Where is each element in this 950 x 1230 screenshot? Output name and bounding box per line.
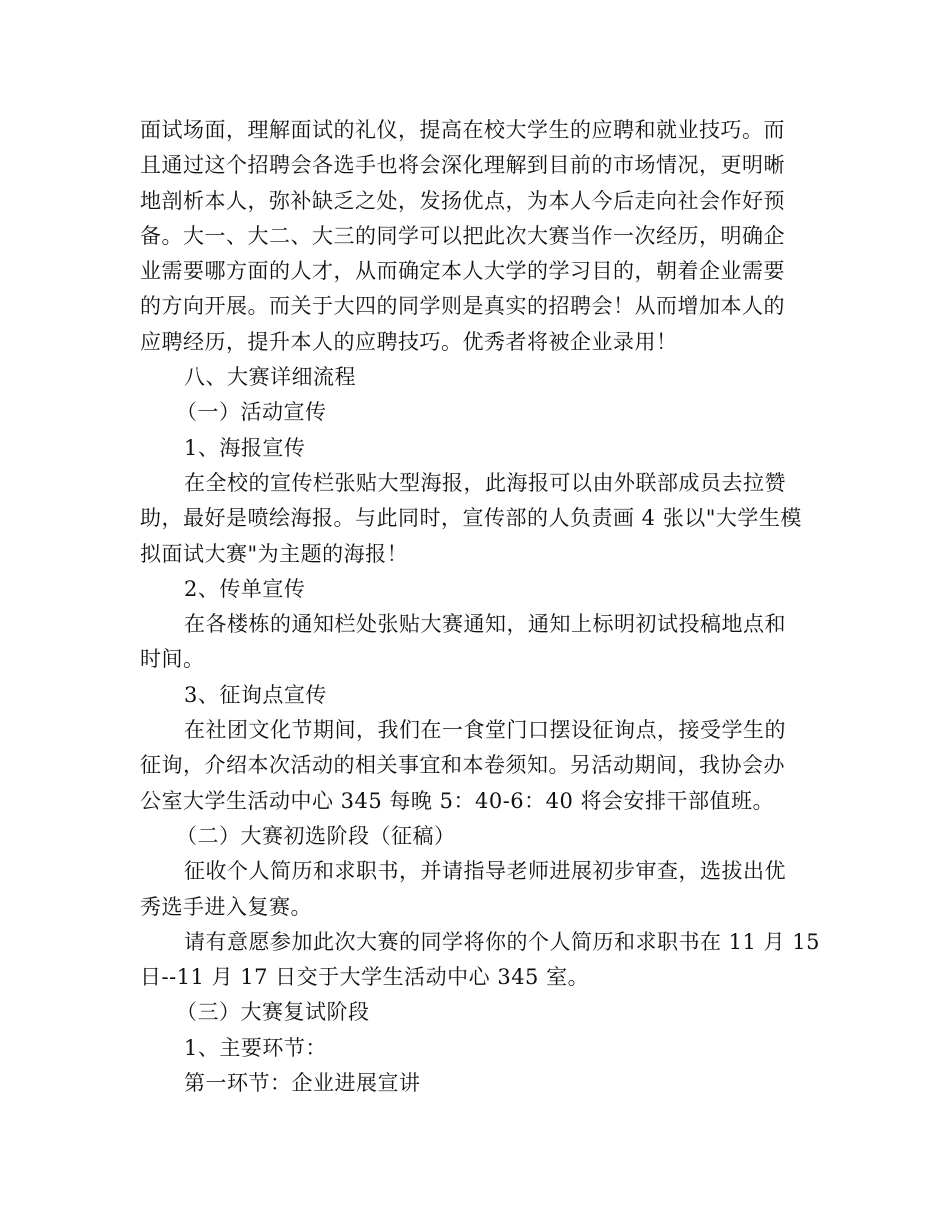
paragraph-line: 的方向开展。而关于大四的同学则是真实的招聘会！从而增加本人的 <box>140 294 785 319</box>
item-heading: 3、征询点宣传 <box>184 682 327 707</box>
paragraph-line: 应聘经历，提升本人的应聘技巧。优秀者将被企业录用！ <box>140 329 678 354</box>
paragraph-line: 业需要哪方面的人才，从而确定本人大学的学习目的，朝着企业需要 <box>140 259 785 284</box>
paragraph-line: 助，最好是喷绘海报。与此同时，宣传部的人负责画 4 张以"大学生模 <box>140 506 802 531</box>
paragraph-line: 且通过这个招聘会各选手也将会深化理解到目前的市场情况，更明晰 <box>140 153 785 178</box>
section-heading: 八、大赛详细流程 <box>184 365 356 390</box>
paragraph-line: 第一环节：企业进展宣讲 <box>184 1071 421 1096</box>
subsection-heading: （二）大赛初选阶段（征稿） <box>176 823 456 848</box>
paragraph-line: 面试场面，理解面试的礼仪，提高在校大学生的应聘和就业技巧。而 <box>140 118 785 142</box>
paragraph-line: 征询，介绍本次活动的相关事宜和本卷须知。另活动期间，我协会办 <box>140 753 785 778</box>
paragraph-line: 在全校的宣传栏张贴大型海报，此海报可以由外联部成员去拉赞 <box>184 470 786 495</box>
paragraph-line: 备。大一、大二、大三的同学可以把此次大赛当作一次经历，明确企 <box>140 223 785 248</box>
document-body <box>140 113 820 1101</box>
paragraph-line: 请有意愿参加此次大赛的同学将你的个人简历和求职书在 11 月 15 <box>184 929 820 954</box>
paragraph-line: 日--11 月 17 日交于大学生活动中心 345 室。 <box>140 965 590 990</box>
item-heading: 1、海报宣传 <box>184 435 306 460</box>
subsection-heading: （三）大赛复试阶段 <box>176 1000 370 1025</box>
paragraph-line: 拟面试大赛"为主题的海报！ <box>140 541 409 566</box>
item-heading: 1、主要环节： <box>184 1035 327 1060</box>
paragraph-line: 时间。 <box>140 647 205 672</box>
paragraph-line: 在各楼栋的通知栏处张贴大赛通知，通知上标明初试投稿地点和 <box>184 612 786 637</box>
paragraph-line: 地剖析本人，弥补缺乏之处，发扬优点，为本人今后走向社会作好预 <box>140 188 785 213</box>
paragraph-line: 公室大学生活动中心 345 每晚 5：40-6：40 将会安排干部值班。 <box>140 788 775 813</box>
item-heading: 2、传单宣传 <box>184 576 306 601</box>
paragraph-line: 在社团文化节期间，我们在一食堂门口摆设征询点，接受学生的 <box>184 718 786 743</box>
paragraph-line: 征收个人简历和求职书，并请指导老师进展初步审查，选拔出优 <box>184 859 786 884</box>
paragraph-line: 秀选手进入复赛。 <box>140 894 312 919</box>
subsection-heading: （一）活动宣传 <box>176 400 327 425</box>
